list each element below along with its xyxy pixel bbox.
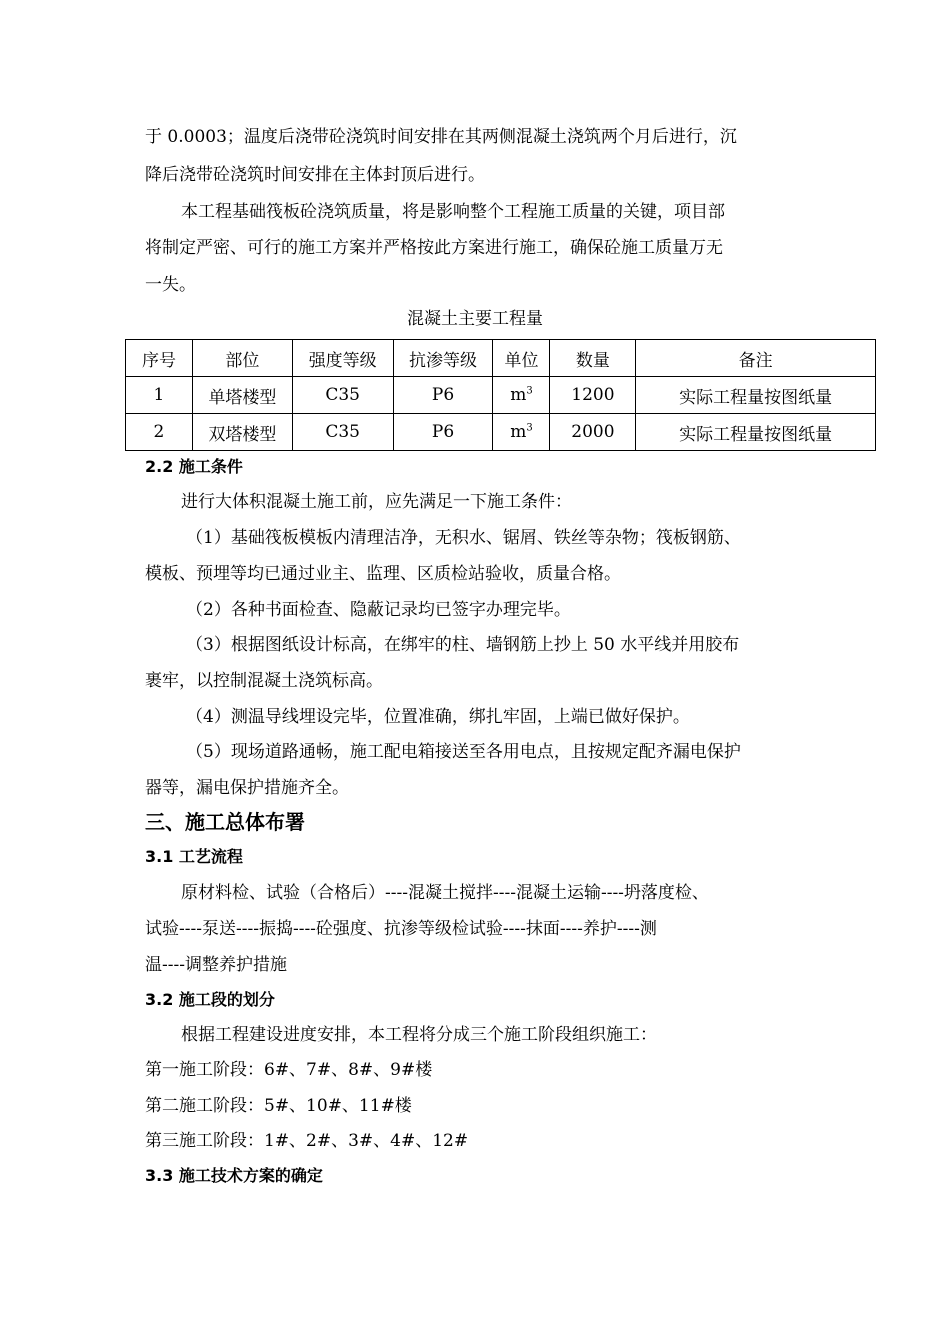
list-item: （3）根据图纸设计标高，在绑牢的柱、墙钢筋上抄上 50 水平线并用胶布 bbox=[186, 635, 740, 655]
paragraph-line: 试验----泵送----振捣----砼强度、抗渗等级检试验----抹面----养护----测 bbox=[145, 919, 657, 939]
paragraph-line: 降后浇带砼浇筑时间安排在主体封顶后进行。 bbox=[145, 165, 485, 185]
table-row bbox=[126, 377, 876, 414]
table-header-cell: 强度等级 bbox=[292, 340, 393, 377]
chapter-heading: 三、施工总体布署 bbox=[145, 810, 305, 834]
section-heading: 3.2 施工段的划分 bbox=[145, 990, 275, 1009]
table-cell: P6 bbox=[393, 414, 493, 451]
table-cell-unit bbox=[493, 377, 550, 414]
table-cell: 1 bbox=[126, 377, 193, 414]
table-cell: 1200 bbox=[550, 377, 636, 414]
paragraph-line: 进行大体积混凝土施工前，应先满足一下施工条件： bbox=[181, 492, 572, 512]
list-item-continuation: 裹牢，以控制混凝土浇筑标高。 bbox=[145, 671, 383, 691]
table-header-row bbox=[126, 340, 876, 377]
unit-base: m bbox=[510, 422, 527, 442]
table-header-cell: 部位 bbox=[192, 340, 292, 377]
table-caption: 混凝土主要工程量 bbox=[407, 309, 543, 329]
table-cell: C35 bbox=[292, 377, 393, 414]
table-header-cell: 数量 bbox=[550, 340, 636, 377]
table-cell: P6 bbox=[393, 377, 493, 414]
paragraph-line: 于 0.0003；温度后浇带砼浇筑时间安排在其两侧混凝土浇筑两个月后进行，沉 bbox=[145, 127, 737, 147]
table-header-cell: 序号 bbox=[126, 340, 193, 377]
section-heading: 3.3 施工技术方案的确定 bbox=[145, 1166, 323, 1185]
list-item-continuation: 器等，漏电保护措施齐全。 bbox=[145, 778, 349, 798]
paragraph-line: 将制定严密、可行的施工方案并严格按此方案进行施工，确保砼施工质量万无 bbox=[145, 238, 723, 258]
paragraph-line: 根据工程建设进度安排，本工程将分成三个施工阶段组织施工： bbox=[181, 1025, 657, 1045]
table-header-cell: 抗渗等级 bbox=[393, 340, 493, 377]
table-cell-unit bbox=[493, 414, 550, 451]
quantity-table bbox=[125, 339, 876, 451]
unit-superscript: 3 bbox=[526, 385, 533, 397]
paragraph-line: 温----调整养护措施 bbox=[145, 955, 287, 975]
table-cell: 实际工程量按图纸量 bbox=[636, 377, 876, 414]
paragraph-line: 原材料检、试验（合格后）----混凝土搅拌----混凝土运输----坍落度检、 bbox=[181, 883, 709, 903]
list-item: （1）基础筏板模板内清理洁净，无积水、锯屑、铁丝等杂物；筏板钢筋、 bbox=[186, 528, 741, 548]
table-cell: 单塔楼型 bbox=[192, 377, 292, 414]
stage-line: 第三施工阶段：1#、2#、3#、4#、12# bbox=[145, 1131, 469, 1151]
unit-superscript: 3 bbox=[526, 422, 533, 434]
table-cell: 2000 bbox=[550, 414, 636, 451]
table-cell: C35 bbox=[292, 414, 393, 451]
list-item: （5）现场道路通畅，施工配电箱接送至各用电点，且按规定配齐漏电保护 bbox=[186, 742, 741, 762]
table-header-cell: 备注 bbox=[636, 340, 876, 377]
table-cell: 2 bbox=[126, 414, 193, 451]
table-header-cell: 单位 bbox=[493, 340, 550, 377]
section-heading: 2.2 施工条件 bbox=[145, 457, 243, 476]
paragraph-line: 本工程基础筏板砼浇筑质量，将是影响整个工程施工质量的关键，项目部 bbox=[181, 202, 725, 222]
stage-line: 第一施工阶段：6#、7#、8#、9#楼 bbox=[145, 1060, 433, 1080]
section-heading: 3.1 工艺流程 bbox=[145, 847, 243, 866]
list-item: （2）各种书面检查、隐蔽记录均已签字办理完毕。 bbox=[186, 600, 571, 620]
stage-line: 第二施工阶段：5#、10#、11#楼 bbox=[145, 1096, 412, 1116]
list-item-continuation: 模板、预埋等均已通过业主、监理、区质检站验收，质量合格。 bbox=[145, 564, 621, 584]
unit-base: m bbox=[510, 385, 527, 405]
table-cell: 实际工程量按图纸量 bbox=[636, 414, 876, 451]
table-cell: 双塔楼型 bbox=[192, 414, 292, 451]
list-item: （4）测温导线埋设完毕，位置准确，绑扎牢固，上端已做好保护。 bbox=[186, 707, 690, 727]
paragraph-line: 一失。 bbox=[145, 275, 196, 295]
table-row bbox=[126, 414, 876, 451]
